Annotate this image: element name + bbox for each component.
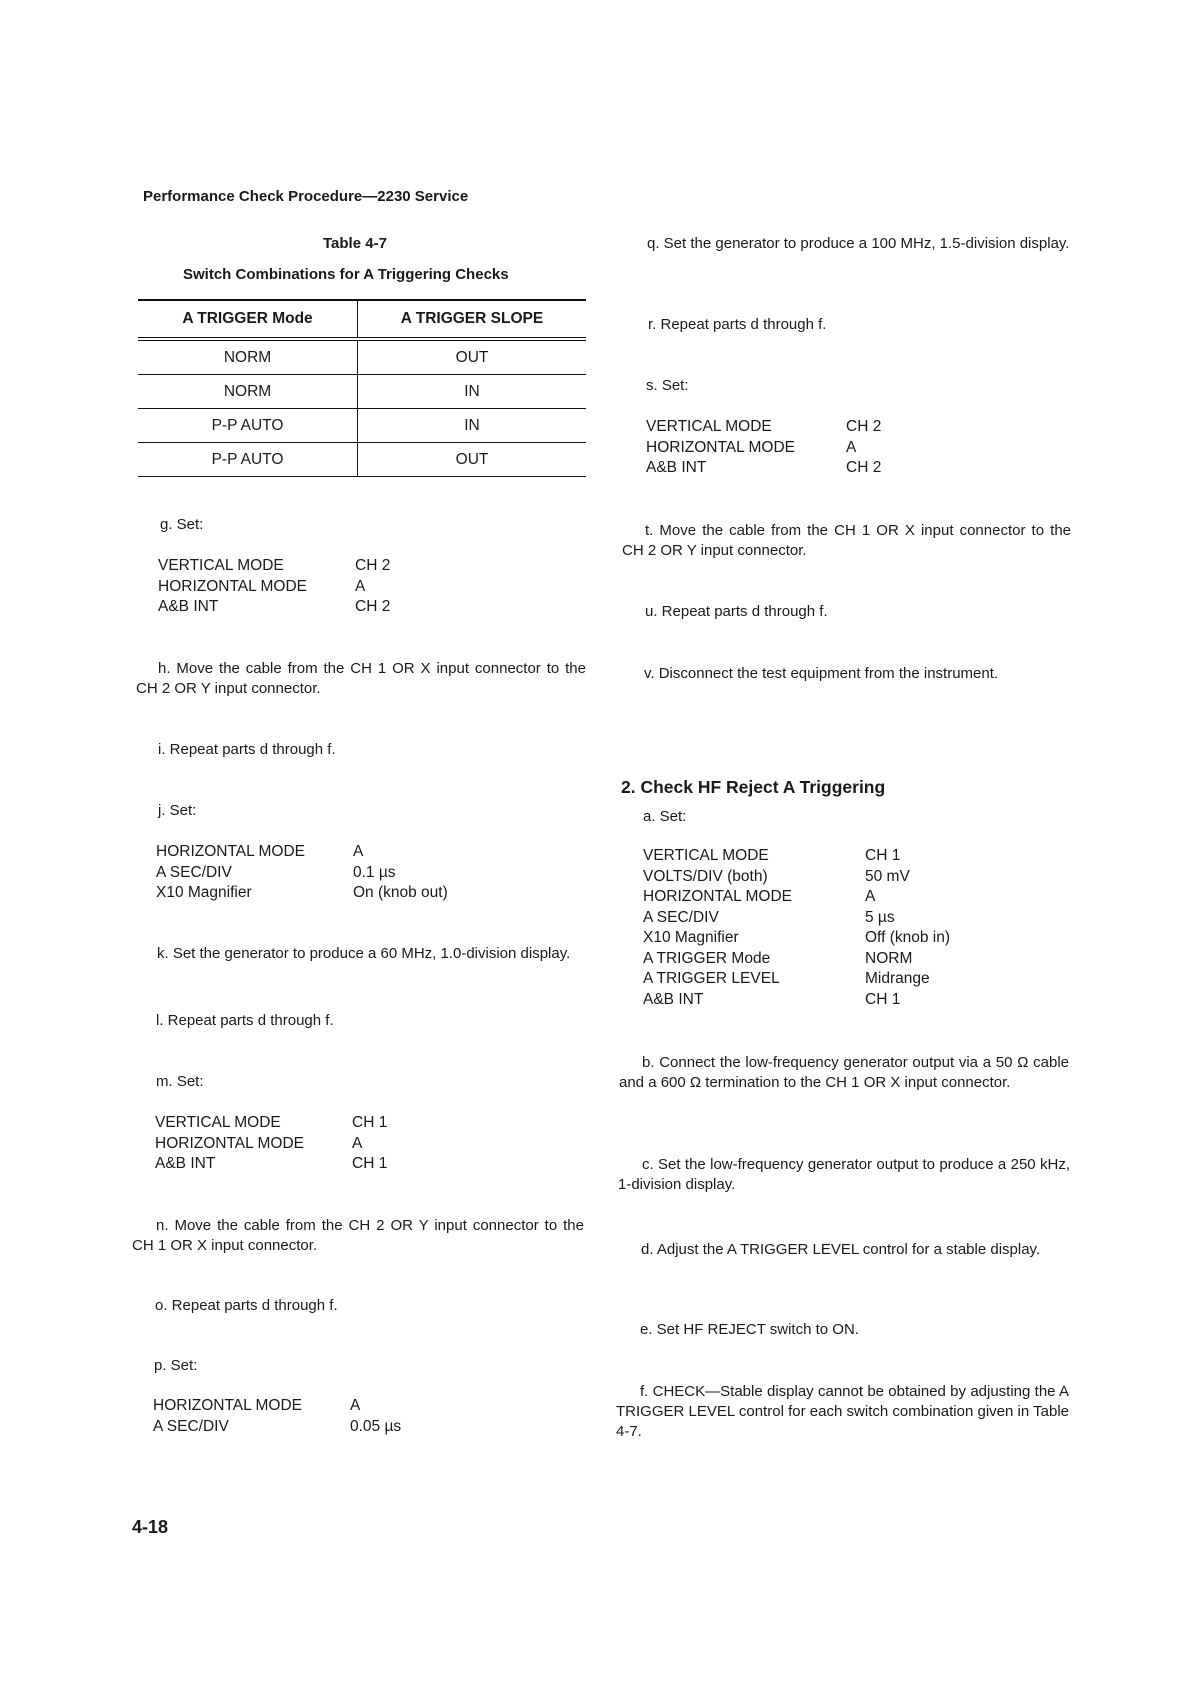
setting-row [155,1154,387,1175]
setting-name: A&B INT [646,459,707,476]
step-2d-text: d. Adjust the A TRIGGER LEVEL control for a stable display. [641,1241,1041,1258]
step-g-label: g. Set: [160,516,204,533]
setting-name: HORIZONTAL MODE [153,1397,302,1414]
setting-name: VERTICAL MODE [643,847,769,864]
step-2e-text: e. Set HF REJECT switch to ON. [640,1321,859,1338]
setting-name: A SEC/DIV [153,1417,229,1435]
setting-row [643,990,950,1011]
step-2c-text: c. Set the low-frequency generator output to produce a 250 kHz, 1-division display. [618,1156,1070,1193]
running-title: Performance Check Procedure—2230 Service [143,188,469,205]
step-r-text: r. Repeat parts d through f. [648,316,827,333]
setting-name: HORIZONTAL MODE [646,438,795,456]
table-cell: P-P AUTO [138,409,358,443]
setting-value: 5 µs [865,908,895,926]
setting-value: Midrange [865,970,930,987]
setting-value: CH 2 [355,557,391,574]
setting-name: A&B INT [158,598,219,615]
setting-name: A&B INT [643,990,704,1008]
table-column-header: A TRIGGER Mode [138,300,358,339]
setting-value: 50 mV [865,867,910,885]
setting-value: CH 2 [846,418,882,435]
setting-name: HORIZONTAL MODE [158,577,307,595]
setting-name: A SEC/DIV [643,908,719,926]
step-g-settings [158,556,390,618]
table-caption: Switch Combinations for A Triggering Checks [183,266,509,283]
setting-row [155,1134,387,1155]
step-m-settings [155,1113,387,1175]
setting-row [153,1396,401,1417]
step-2f-text: f. CHECK—Stable display cannot be obtained by adjusting the A TRIGGER LEVEL control for each switch combination given in Table 4-7. [616,1383,1069,1440]
setting-row [158,577,390,598]
setting-value: CH 2 [846,459,882,476]
step-j-settings [156,842,448,904]
setting-name: HORIZONTAL MODE [156,843,305,860]
step-k-text: k. Set the generator to produce a 60 MHz, 1.0-division display. [157,945,571,962]
setting-value: A [846,438,857,456]
setting-name: A TRIGGER LEVEL [643,970,780,987]
section-2-title: 2. Check HF Reject A Triggering [621,777,886,797]
step-2b-text: b. Connect the low-frequency generator output via a 50 Ω cable and a 600 Ω termination to the CH 1 OR X input connector. [619,1054,1069,1091]
setting-value: 0.1 µs [353,863,396,881]
switch-combinations-table [138,299,586,477]
step-l-text: l. Repeat parts d through f. [156,1012,334,1029]
setting-value: NORM [865,949,913,967]
setting-row [643,867,950,888]
page-number: 4-18 [132,1517,169,1537]
setting-row [156,842,448,863]
table-cell: NORM [138,339,358,375]
step-m-label: m. Set: [156,1073,204,1090]
setting-value: A [865,888,876,905]
step-p-label: p. Set: [154,1357,198,1374]
step-j-label: j. Set: [158,802,197,819]
setting-value: CH 1 [865,990,901,1008]
setting-row [643,949,950,970]
table-cell: IN [358,409,587,443]
table-cell: OUT [358,339,587,375]
setting-value: A [353,843,364,860]
table-cell: OUT [358,443,587,477]
setting-name: VERTICAL MODE [155,1114,281,1131]
step-h-text: h. Move the cable from the CH 1 OR X input connector to the CH 2 OR Y input connector. [136,660,586,697]
table-row [138,443,586,477]
setting-name: A TRIGGER Mode [643,949,771,967]
table-row [138,409,586,443]
setting-row [643,887,950,908]
table-cell: IN [358,375,587,409]
table-cell: P-P AUTO [138,443,358,477]
table-column-header: A TRIGGER SLOPE [358,300,587,339]
setting-row [158,556,390,577]
setting-row [643,928,950,949]
setting-row [643,908,950,929]
step-p-settings [153,1396,401,1437]
step-u-text: u. Repeat parts d through f. [645,603,828,620]
setting-value: CH 1 [352,1155,388,1172]
setting-value: CH 1 [352,1114,388,1131]
table-header-row [138,300,586,339]
table-row [138,339,586,375]
setting-row [156,863,448,884]
setting-row [643,846,950,867]
step-o-text: o. Repeat parts d through f. [155,1297,338,1314]
step-2a-label: a. Set: [643,808,687,825]
setting-row [646,458,881,479]
setting-name: VERTICAL MODE [158,557,284,574]
step-v-text: v. Disconnect the test equipment from the instrument. [644,665,999,682]
step-q-text: q. Set the generator to produce a 100 MHz, 1.5-division display. [647,235,1070,252]
setting-name: VOLTS/DIV (both) [643,867,768,885]
setting-name: X10 Magnifier [643,929,739,946]
setting-value: A [350,1397,361,1414]
setting-value: On (knob out) [353,884,448,901]
setting-value: A [352,1134,363,1152]
setting-name: HORIZONTAL MODE [643,888,792,905]
step-s-label: s. Set: [646,377,689,394]
setting-row [156,883,448,904]
table-number: Table 4-7 [323,235,387,252]
setting-name: A SEC/DIV [156,863,232,881]
setting-row [643,969,950,990]
setting-row [646,438,881,459]
setting-row [153,1417,401,1438]
setting-row [646,417,881,438]
step-n-text: n. Move the cable from the CH 2 OR Y input connector to the CH 1 OR X input connector. [132,1217,584,1254]
table-cell: NORM [138,375,358,409]
setting-value: A [355,577,366,595]
setting-value: CH 1 [865,847,901,864]
setting-name: HORIZONTAL MODE [155,1134,304,1152]
setting-name: X10 Magnifier [156,884,252,901]
step-2a-settings [643,846,950,1010]
setting-row [158,597,390,618]
setting-value: Off (knob in) [865,929,951,946]
setting-name: A&B INT [155,1155,216,1172]
setting-row [155,1113,387,1134]
setting-value: CH 2 [355,598,391,615]
setting-value: 0.05 µs [350,1417,402,1435]
step-i-text: i. Repeat parts d through f. [158,741,336,758]
step-s-settings [646,417,881,479]
setting-name: VERTICAL MODE [646,418,772,435]
step-t-text: t. Move the cable from the CH 1 OR X input connector to the CH 2 OR Y input connector. [622,522,1071,559]
table-row [138,375,586,409]
